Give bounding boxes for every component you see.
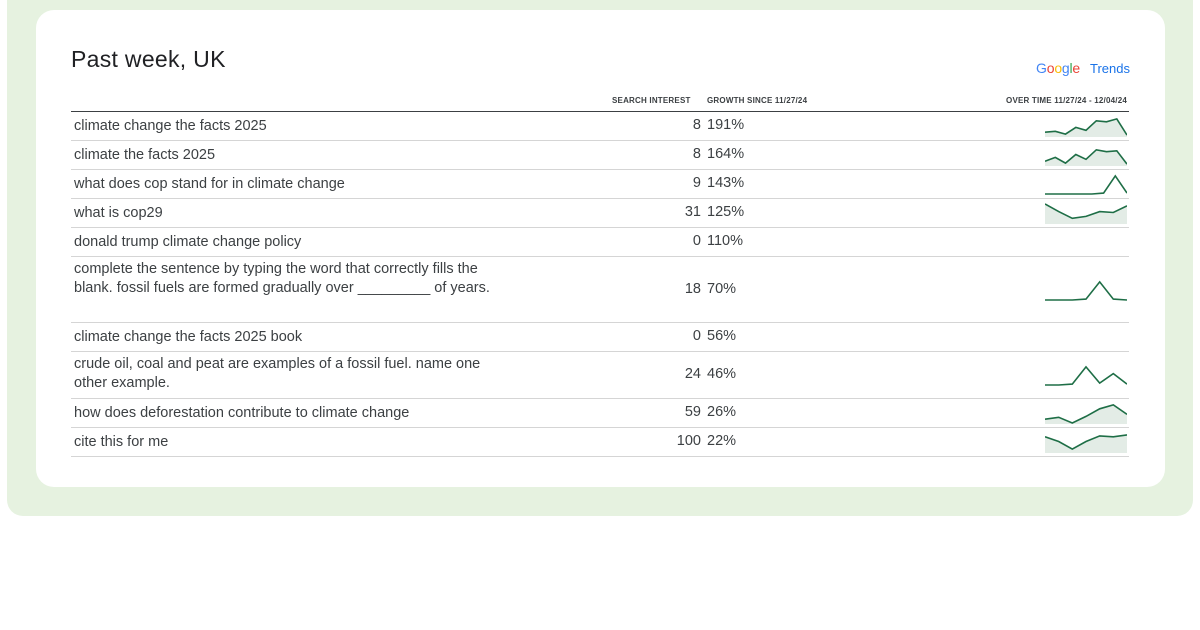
trend-sparkline	[1045, 144, 1127, 166]
query-text[interactable]: complete the sentence by typing the word that correctly fills the blank. fossil fuels are formed gradually over _________ of years.	[74, 261, 490, 296]
google-letter: e	[1072, 60, 1081, 76]
query-text[interactable]: climate change the facts 2025	[74, 118, 267, 134]
table-row[interactable]	[71, 112, 1129, 141]
google-wordmark	[1036, 60, 1080, 76]
query-text[interactable]: donald trump climate change policy	[74, 234, 302, 250]
table-body	[71, 112, 1129, 457]
search-interest-value: 18	[684, 281, 701, 297]
sparkline-line	[1045, 367, 1127, 385]
query-text[interactable]: climate change the facts 2025 book	[74, 329, 303, 345]
page-title: Past week, UK	[71, 46, 226, 72]
query-text[interactable]: how does deforestation contribute to climate change	[74, 405, 410, 421]
growth-value: 46%	[707, 366, 737, 382]
growth-value: 110%	[707, 233, 744, 249]
trend-sparkline	[1045, 279, 1127, 301]
sparkline-line	[1045, 176, 1127, 194]
sparkline-area	[1045, 204, 1127, 224]
sparkline-area	[1045, 119, 1127, 137]
table-row[interactable]	[71, 399, 1129, 428]
search-interest-value: 100	[676, 433, 701, 449]
table-row[interactable]	[71, 323, 1129, 352]
google-trends-logo[interactable]	[1036, 60, 1130, 76]
search-interest-value: 24	[684, 366, 701, 382]
search-interest-value: 0	[692, 233, 701, 249]
trend-sparkline	[1045, 115, 1127, 137]
search-interest-value: 8	[692, 117, 701, 133]
trend-sparkline	[1045, 431, 1127, 453]
table-row[interactable]	[71, 228, 1129, 257]
growth-value: 26%	[707, 404, 737, 420]
table-row[interactable]	[71, 199, 1129, 228]
growth-value: 143%	[707, 175, 745, 191]
table-header	[71, 95, 1129, 112]
sparkline-line	[1045, 282, 1127, 300]
table-row[interactable]	[71, 257, 1129, 323]
query-text[interactable]: what does cop stand for in climate change	[74, 176, 345, 192]
growth-value: 191%	[707, 117, 745, 133]
table-row[interactable]	[71, 170, 1129, 199]
search-interest-value: 0	[692, 328, 701, 344]
google-letter: g	[1061, 60, 1070, 76]
search-interest-value: 31	[684, 204, 701, 220]
growth-value: 56%	[707, 328, 737, 344]
trends-card	[36, 10, 1165, 487]
header-search-interest: SEARCH INTEREST	[612, 96, 691, 105]
search-interest-value: 59	[684, 404, 701, 420]
trends-wordmark: Trends	[1090, 61, 1130, 76]
growth-value: 125%	[707, 204, 745, 220]
query-text[interactable]: climate the facts 2025	[74, 147, 216, 163]
sparkline-area	[1045, 405, 1127, 424]
header-over-time: OVER TIME 11/27/24 - 12/04/24	[1006, 96, 1127, 105]
google-letter: o	[1054, 60, 1062, 76]
query-text[interactable]: what is cop29	[74, 205, 163, 221]
queries-table	[71, 95, 1129, 457]
table-row[interactable]	[71, 352, 1129, 399]
header-growth: GROWTH SINCE 11/27/24	[707, 96, 808, 105]
query-text[interactable]: cite this for me	[74, 434, 169, 450]
trend-sparkline	[1045, 173, 1127, 195]
trend-sparkline	[1045, 364, 1127, 386]
sparkline-area	[1045, 435, 1127, 453]
google-letter: G	[1036, 60, 1047, 76]
search-interest-value: 8	[692, 146, 701, 162]
google-letter: o	[1046, 60, 1055, 76]
table-row[interactable]	[71, 428, 1129, 457]
trend-sparkline	[1045, 202, 1127, 224]
query-text[interactable]: crude oil, coal and peat are examples of a fossil fuel. name one other example.	[74, 356, 481, 391]
search-interest-value: 9	[692, 175, 701, 191]
trend-sparkline	[1045, 402, 1127, 424]
google-letter: l	[1069, 60, 1073, 76]
growth-value: 164%	[707, 146, 745, 162]
growth-value: 22%	[707, 433, 737, 449]
growth-value: 70%	[707, 281, 737, 297]
table-row[interactable]	[71, 141, 1129, 170]
